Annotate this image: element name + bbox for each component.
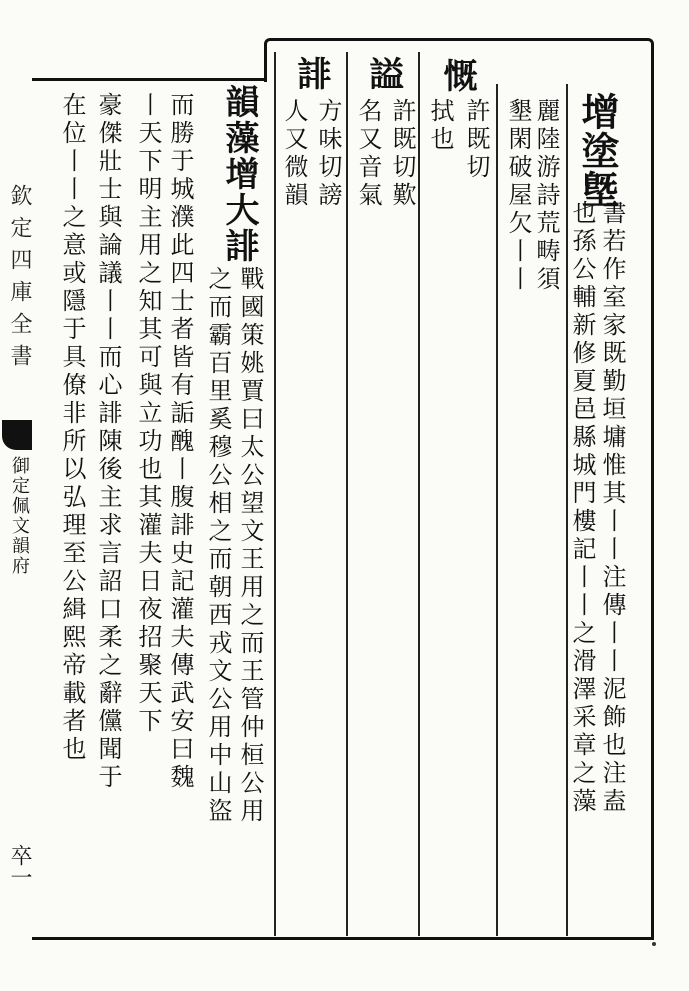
column-rule bbox=[274, 52, 276, 936]
text-column: 丨天下明主用之知其可與立功也其灌夫日夜招聚天下 bbox=[134, 92, 162, 736]
text-column: 之而霸百里奚穆公相之而朝西戎文公用中山盜 bbox=[204, 266, 232, 826]
ink-dot bbox=[652, 942, 656, 946]
page-frame bbox=[32, 78, 654, 940]
headword-entry: 謚 bbox=[363, 56, 403, 92]
text-column: 在位丨丨之意或隱于具僚非所以弘理至公緝熙帝載者也 bbox=[58, 92, 86, 764]
section-heading: 韻藻增大誹 bbox=[219, 84, 259, 264]
margin-book-title: 御定佩文韻府 bbox=[9, 456, 30, 576]
left-margin bbox=[0, 84, 34, 934]
headword-entry: 誹 bbox=[291, 56, 331, 92]
text-column: 名又音氣 bbox=[354, 98, 382, 210]
text-column: 許既切歎 bbox=[388, 98, 416, 210]
text-column: 墾閑破屋欠丨丨 bbox=[504, 98, 532, 294]
text-column: 戰國策姚賈曰太公望文王用之而王管仲桓公用 bbox=[236, 266, 264, 826]
text-column: 許既切 bbox=[462, 98, 490, 182]
text-column: 豪傑壯士與論議丨丨而心誹陳後主求言詔口柔之辭儻聞于 bbox=[94, 92, 122, 792]
text-column: 而勝于城濮此四士者皆有詬醜丨腹誹史記灌夫傳武安曰魏 bbox=[166, 92, 194, 792]
column-rule bbox=[418, 52, 420, 936]
column-rule bbox=[346, 52, 348, 936]
page-number: 卒一 bbox=[7, 844, 32, 888]
text-column: 人又微韻 bbox=[280, 98, 308, 210]
margin-series-title: 欽定四庫全書 bbox=[7, 184, 32, 376]
text-column: 也孫公輔新修夏邑縣城門樓記丨丨之滑澤采章之藻 bbox=[568, 200, 596, 816]
fish-tail-mark bbox=[2, 420, 32, 450]
headword-entry: 慨 bbox=[437, 58, 477, 94]
text-column: 拭也 bbox=[426, 98, 454, 154]
column-rule bbox=[496, 84, 498, 936]
headword-entry: 增塗墍 bbox=[575, 92, 620, 209]
text-column: 書若作室家既勤垣墉惟其丨丨注傳丨丨泥飾也注盍 bbox=[598, 200, 626, 816]
text-column: 方味切謗 bbox=[314, 98, 342, 210]
text-column: 麗陸游詩荒畴須 bbox=[532, 98, 560, 294]
